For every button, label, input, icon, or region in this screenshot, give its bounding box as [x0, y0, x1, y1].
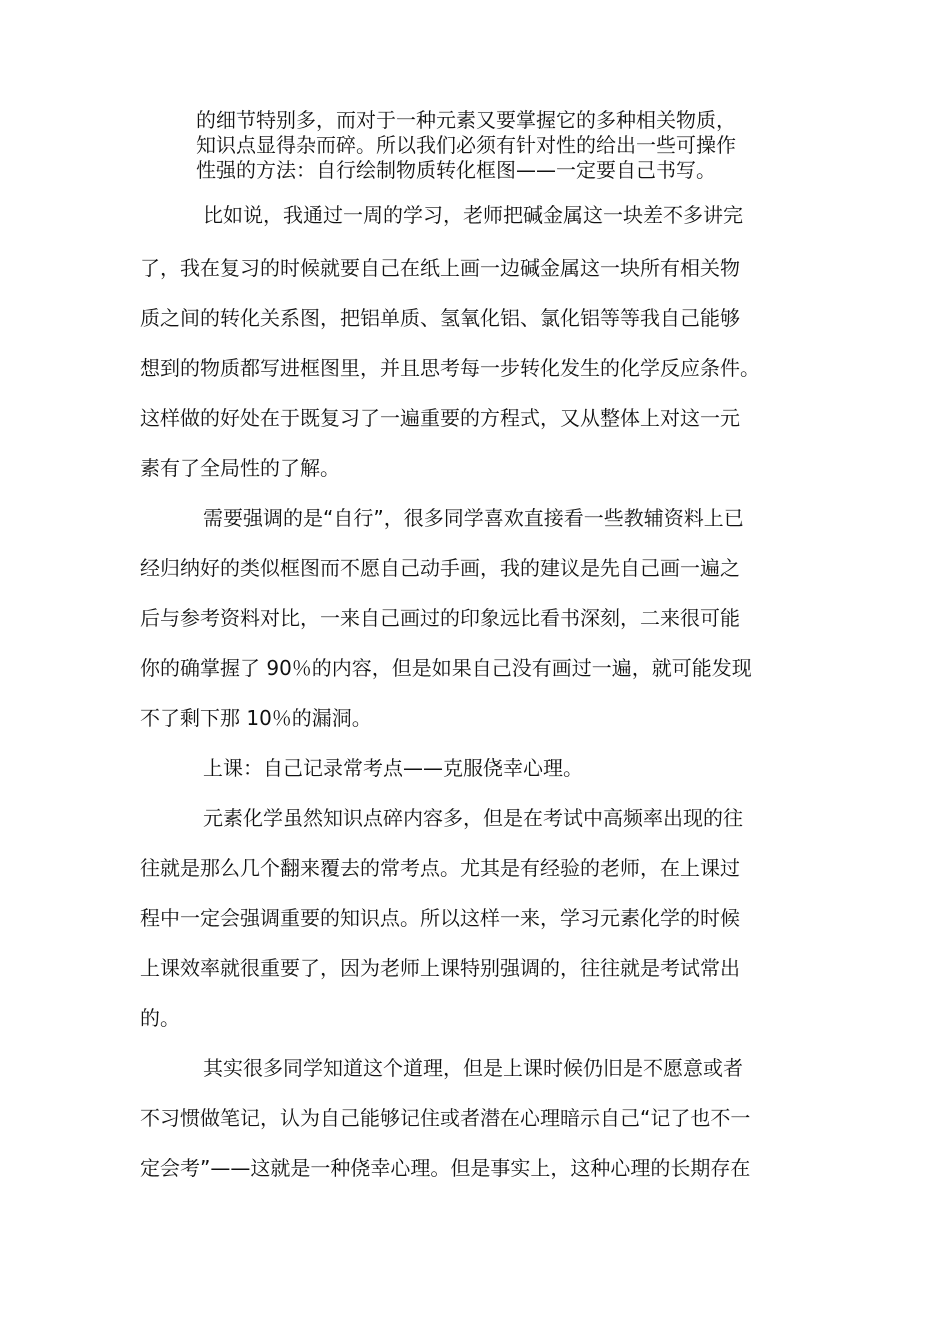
paragraph-line: 的。: [140, 1006, 180, 1030]
intro-line: 的细节特别多，而对于一种元素又要掌握它的多种相关物质，: [196, 108, 736, 132]
paragraph-line: 比如说，我通过一周的学习，老师把碱金属这一块差不多讲完: [203, 203, 743, 227]
paragraph-line: 后与参考资料对比，一来自己画过的印象远比看书深刻，二来很可能: [140, 606, 740, 630]
paragraph-line: 不习惯做笔记，认为自己能够记住或者潜在心理暗示自己“记了也不一: [140, 1106, 751, 1130]
paragraph-line: 元素化学虽然知识点碎内容多，但是在考试中高频率出现的往: [203, 806, 743, 830]
paragraph-line: 你的确掌握了 90％的内容，但是如果自己没有画过一遍，就可能发现: [140, 656, 752, 680]
paragraph-line: 需要强调的是“自行”，很多同学喜欢直接看一些教辅资料上已: [203, 506, 744, 530]
paragraph-line: 程中一定会强调重要的知识点。所以这样一来，学习元素化学的时候: [140, 906, 740, 930]
paragraph-line: 质之间的转化关系图，把铝单质、氢氧化铝、氯化铝等等我自己能够: [140, 306, 740, 330]
paragraph-line: 不了剩下那 10％的漏洞。: [140, 706, 372, 730]
intro-paragraph: [196, 108, 836, 183]
paragraph-line: 经归纳好的类似框图而不愿自己动手画，我的建议是先自己画一遍之: [140, 556, 740, 580]
paragraph-line: 素有了全局性的了解。: [140, 456, 340, 480]
paragraph-line: 这样做的好处在于既复习了一遍重要的方程式，又从整体上对这一元: [140, 406, 740, 430]
intro-line: 性强的方法：自行绘制物质转化框图——一定要自己书写。: [196, 158, 716, 182]
paragraph-line: 上课效率就很重要了，因为老师上课特别强调的，往往就是考试常出: [140, 956, 740, 980]
paragraph-line: 其实很多同学知道这个道理，但是上课时候仍旧是不愿意或者: [203, 1056, 743, 1080]
paragraph-line: 想到的物质都写进框图里，并且思考每一步转化发生的化学反应条件。: [140, 356, 760, 380]
paragraph-line: 了，我在复习的时候就要自己在纸上画一边碱金属这一块所有相关物: [140, 256, 740, 280]
paragraph-line: 往就是那么几个翻来覆去的常考点。尤其是有经验的老师，在上课过: [140, 856, 740, 880]
paragraph-line: 定会考”——这就是一种侥幸心理。但是事实上，这种心理的长期存在: [140, 1156, 751, 1180]
intro-line: 知识点显得杂而碎。所以我们必须有针对性的给出一些可操作: [196, 133, 736, 157]
section-heading: 上课：自己记录常考点——克服侥幸心理。: [203, 756, 583, 780]
